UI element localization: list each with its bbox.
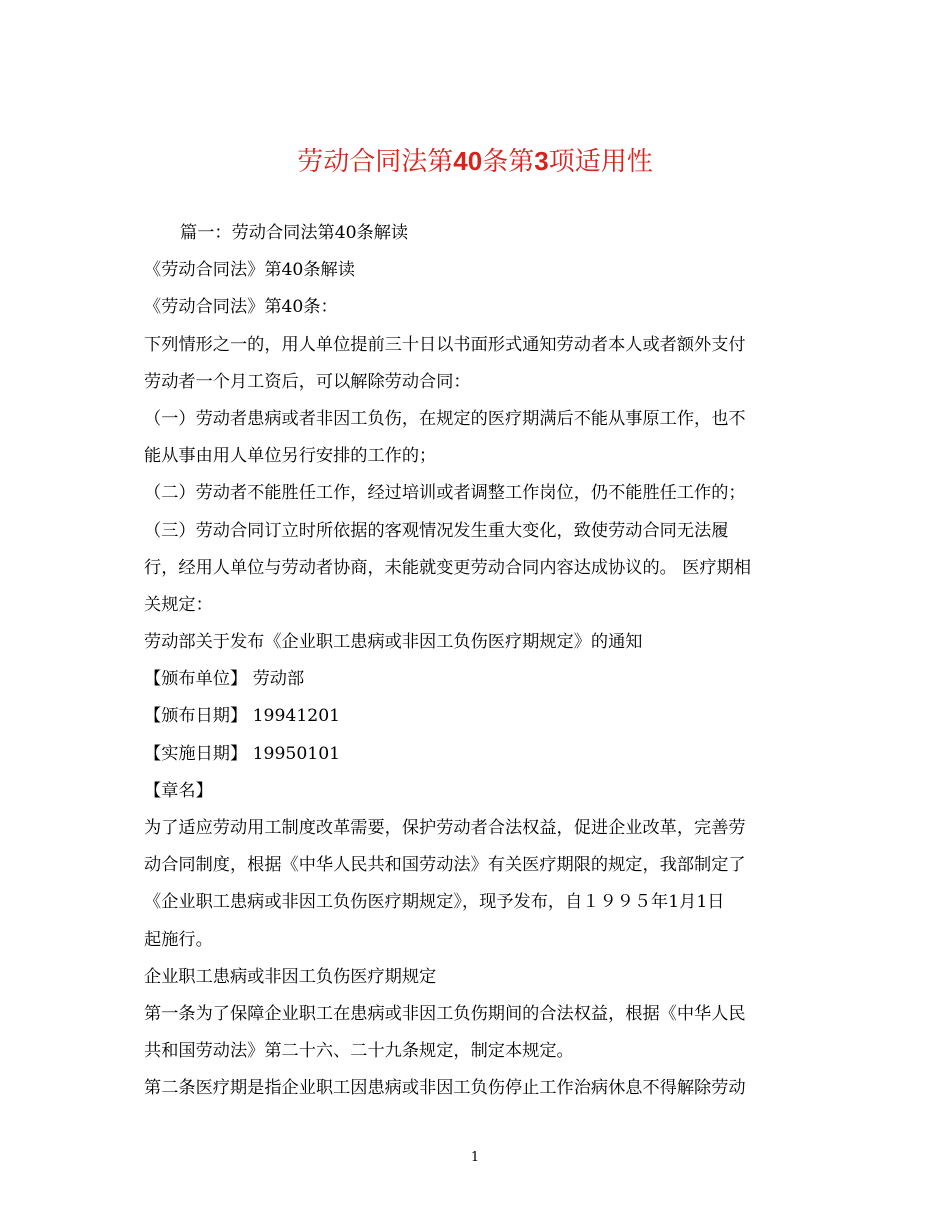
body-line: 关规定： (144, 594, 213, 615)
body-line: 劳动者一个月工资后，可以解除劳动合同： (144, 371, 471, 392)
title-text: 项适用性 (548, 147, 653, 177)
document-title (0, 141, 950, 182)
body-line: 第二条医疗期是指企业职工因患病或非因工负伤停止工作治病休息不得解除劳动 (144, 1078, 746, 1099)
body-line: （一）劳动者患病或者非因工负伤，在规定的医疗期满后不能从事原工作，也不 (144, 408, 746, 429)
body-line: 为了适应劳动用工制度改革需要，保护劳动者合法权益，促进企业改革，完善劳 (144, 818, 746, 838)
body-line: 行，经用人单位与劳动者协商，未能就变更劳动合同内容达成协议的。 医疗期相 (144, 557, 752, 578)
body-line: 企业职工患病或非因工负伤医疗期规定 (144, 966, 437, 987)
body-line: 篇一：劳动合同法第40条解读 (180, 223, 409, 243)
body-line: 动合同制度，根据《中华人民共和国劳动法》有关医疗期限的规定，我部制定了 (144, 855, 746, 876)
body-line: 【实施日期】 19950101 (144, 743, 341, 764)
body-line: 【章名】 (144, 780, 213, 801)
body-line: 共和国劳动法》第二十六、二十九条规定，制定本规定。 (144, 1041, 574, 1062)
body-line: 【颁布单位】 劳动部 (144, 669, 305, 690)
title-text: 条第 (482, 147, 535, 177)
body-line: 【颁布日期】 19941201 (144, 706, 341, 727)
title-number: 3 (534, 146, 549, 176)
title-number: 40 (453, 146, 483, 176)
body-line: 劳动部关于发布《企业职工患病或非因工负伤医疗期规定》的通知 (144, 632, 643, 653)
body-line: 下列情形之一的，用人单位提前三十日以书面形式通知劳动者本人或者额外支付 (144, 334, 746, 355)
body-line: 起施行。 (144, 929, 213, 950)
body-line: 《企业职工患病或非因工负伤医疗期规定》，现予发布，自１９９５年1月1日 (144, 892, 725, 913)
page-number: 1 (470, 1150, 480, 1165)
document-body (144, 215, 806, 1108)
title-text: 劳动合同法第 (297, 147, 454, 177)
body-line: 《劳动合同法》第40条： (144, 297, 338, 318)
body-line: 第一条为了保障企业职工在患病或非因工负伤期间的合法权益，根据《中华人民 (144, 1003, 746, 1024)
body-line: （三）劳动合同订立时所依据的客观情况发生重大变化，致使劳动合同无法履 (144, 520, 729, 541)
body-line: （二）劳动者不能胜任工作，经过培训或者调整工作岗位，仍不能胜任工作的； (144, 483, 746, 504)
body-line: 《劳动合同法》第40条解读 (144, 260, 355, 281)
body-line: 能从事由用人单位另行安排的工作的； (144, 446, 437, 467)
